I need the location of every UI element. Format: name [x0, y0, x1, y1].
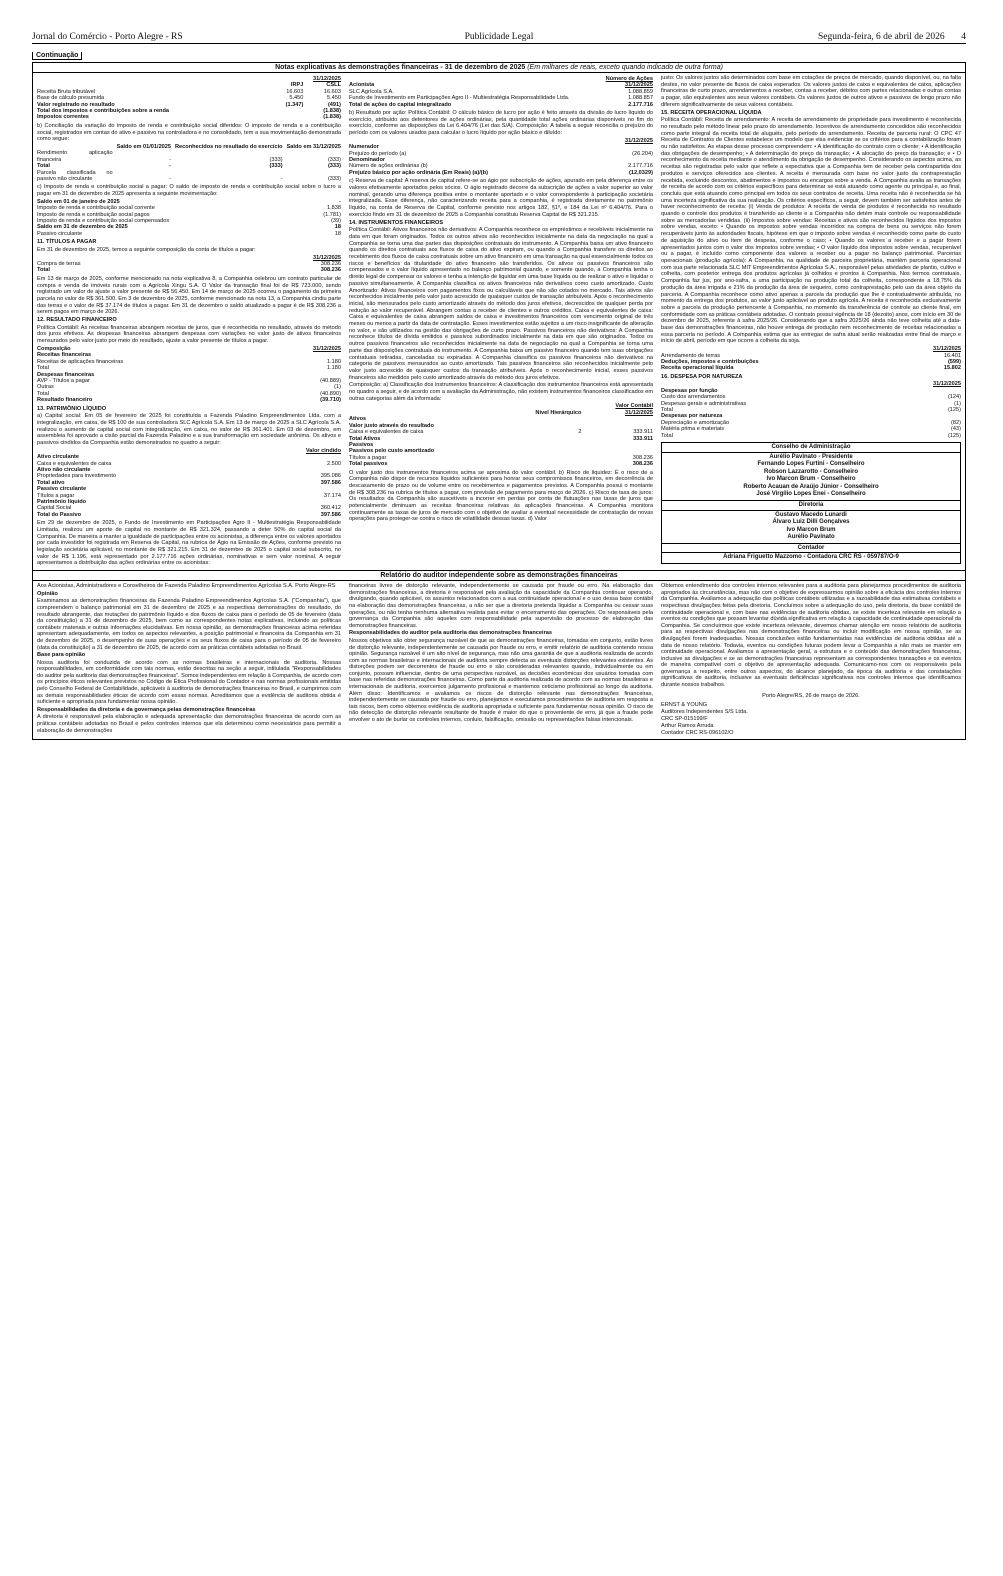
table-row: [349, 170, 653, 176]
row-value: (40.889): [320, 377, 341, 384]
board-member: Aurélio Pavinato - Presidente: [769, 453, 853, 460]
audit-firm-full: Auditores Independentes S/S Ltda.: [661, 709, 748, 716]
audit-firm-crc: CRC SP-015199/F: [661, 716, 708, 723]
row-label: Total: [37, 390, 49, 397]
row-value: (1.838): [323, 114, 341, 121]
row-label: Despesas financeiras: [37, 371, 95, 378]
row-label: Capital Social: [37, 505, 72, 512]
row-label: Total: [661, 407, 673, 414]
row-label: SLC Agrícola S.A.: [349, 88, 394, 95]
row-value: 2: [578, 429, 582, 436]
board-member: Fernando Lopes Furtini - Conselheiro: [757, 461, 865, 468]
row-value: 18: [334, 230, 341, 237]
row-label: Impostos correntes: [37, 114, 89, 121]
row-value: (82): [951, 419, 961, 426]
row-label: AVP - Títulos a pagar: [37, 377, 90, 384]
row-value: (491): [327, 101, 341, 108]
newspaper-page: [32, 32, 966, 740]
row-label: Depreciação e amortização: [661, 419, 730, 426]
row-value: (333): [327, 175, 341, 182]
row-label: Custo dos arrendamentos: [661, 394, 726, 401]
row-value: [495, 461, 581, 467]
row-value: (599): [947, 358, 961, 365]
row-label: Total ativo: [37, 479, 65, 486]
row-label: Passivo circulante: [37, 486, 87, 493]
row-value: 16.603: [323, 88, 341, 95]
row-label: Outras: [37, 384, 54, 391]
row-value: 2.177.716: [628, 101, 653, 108]
row-label: Ativos: [349, 416, 367, 423]
row-value: 360.412: [320, 505, 341, 512]
row-label: Valor justo através do resultado: [349, 422, 434, 429]
row-label: Ativo não circulante: [37, 466, 91, 473]
table-row: [37, 397, 341, 403]
row-value: 333.911: [633, 435, 653, 442]
audit-addressee: Aos Acionistas, Administradores e Conselheiros de Fazenda Paladino Empreendimentos Agrícolas S.A. Porto Alegre-RS: [37, 583, 336, 590]
table-row: [661, 433, 961, 439]
row-value: 5.450: [327, 95, 341, 102]
heading-note-13: 13. PATRIMÔNIO LÍQUIDO: [37, 405, 107, 412]
row-label: Resultado financeiro: [37, 397, 93, 404]
row-label: Total: [37, 267, 50, 274]
notes-title-text: Notas explicativas às demonstrações financeiras - 31 de dezembro de 2025: [275, 64, 526, 71]
financial-notes-frame: [32, 62, 966, 740]
row-value: 37.174: [323, 492, 341, 499]
row-value: 308.236: [632, 461, 653, 468]
row-label: Passivos pelo custo amortizado: [349, 448, 435, 455]
row-label: Total de ações do capital integralizado: [349, 101, 452, 108]
row-value: (26.204): [632, 150, 653, 157]
notes-column-3: [661, 75, 961, 568]
tax-movement-table: [37, 199, 341, 237]
row-label: Receita operacional líquida: [661, 365, 734, 372]
heading-note-12: 12. RESULTADO FINANCEIRO: [37, 317, 117, 324]
audit-basis-text: Nossa auditoria foi conduzida de acordo com as normas brasileiras e internacionais de auditoria. Nossas responsabilidades, em conformidade com tais normas, estão descritas na seção a seguir, intitulada "Responsabilidades do auditor pela auditoria das demonstrações financeiras". Somos independentes em relação à Companhia, de acordo com os princípios éticos relevantes previstos no Código de Ética Profissional do Contador e nas normas profissionais emitidas pelo Conselho Federal de Contabilidade, aplicáveis à auditoria de demonstrações financeiras no Brasil, e cumprimos com as demais responsabilidades éticas de acordo com essas normas. Acreditamos que a evidência de auditoria obtida é suficiente e apropriada para fundamentar nossa opinião.: [37, 659, 341, 706]
note-14-risks: O valor justo dos instrumentos financeiros acima se aproxima do valor contábil. b) Risco de liquidez: É o risco de a Companhia não dispor de recursos líquidos suficientes para honrar seus compromissos financeiros, em decorrência de descasamento de prazo ou de volume entre os recebimentos e pagamentos previstos. A Companhia possui o montante de R$ 308.236 na rubrica de títulos a pagar, com previsão de pagamento para março de 2026. c) Risco de taxa de juros: Os resultados da Companhia são suscetíveis a incorrer em perdas por conta de flutuações nas taxas de juros que potencialmente diminuam as receitas financeiras relativas às aplicações financeiras. A Companhia monitora continuamente as taxas de juros de mercado com o objetivo de avaliar a eventual necessidade de contratação de novas operações para proteger-se contra o risco de volatilidade dessas taxas. d) Valor: [349, 469, 653, 523]
fin-col-level: Nível Hierárquico: [535, 409, 582, 416]
row-label: Parcela classificada no passivo não circulante: [37, 169, 113, 182]
table-row: [349, 461, 653, 467]
row-label: Base de cálculo presumida: [37, 95, 105, 102]
row-label: Despesas gerais e administrativas: [661, 400, 747, 407]
t11-date: 31/12/2025: [313, 254, 341, 261]
row-label: Saldo em 01 de janeiro de 2025: [37, 198, 120, 205]
masthead: [32, 32, 966, 44]
row-label: Ativo circulante: [37, 454, 79, 461]
board-member: Ivo Marcon Brum - Conselheiro: [766, 476, 856, 483]
heading-note-11: 11. TÍTULOS A PAGAR: [37, 239, 97, 246]
director: Aurélio Pavinato: [787, 534, 835, 541]
notes-title: [33, 63, 965, 73]
row-label: Deduções, impostos e contribuições: [661, 358, 759, 365]
heading-note-14: 14. INSTRUMENTOS FINANCEIROS: [349, 219, 444, 226]
row-label: Receita Bruta tributável: [37, 88, 96, 95]
note-14-composition: Composição: a) Classificação dos instrumentos financeiros: A classificação dos instrumentos financeiros está apresentada no quadro a seguir, e de acordo com a avaliação da Administração, não existem instrumentos financeiros classificados em outras categorias além da informada:: [349, 382, 653, 402]
newspaper-name: Jornal do Comércio - Porto Alegre - RS: [32, 32, 183, 42]
row-value: 1.088.859: [628, 88, 653, 95]
audit-column-1: [37, 583, 341, 736]
row-label: Valor registrado no resultado: [37, 101, 115, 108]
audit-management-heading: Responsabilidades da diretoria e da governança pelas demonstrações financeiras: [37, 706, 256, 713]
table-row: [37, 512, 341, 518]
row-value: (12,0329): [629, 169, 653, 176]
row-label: Caixa e equivalentes de caixa: [349, 429, 424, 436]
notes-title-note: (Em milhares de reais, exceto quando indicado de outra forma): [527, 64, 723, 71]
def-col-3: Saldo em 31/12/2025: [286, 143, 341, 150]
row-value: 397.586: [320, 479, 341, 486]
note-13b-text: b) Resultado por ação: Política Contábil: O cálculo básico de lucro por ação é feito através da divisão do lucro líquido do exercício, atribuído aos detentores de ações ordinárias, pela quantidade total ações ordinárias disponíveis no fim do exercício, conforme as disposições da Lei 6.404/76 (Lei das S/A). Composição: A tabela a seguir reconcilia o prejuízo do período com os valores usados para calcular o lucro líquido por ação básico e diluído:: [349, 110, 653, 137]
note-13c-text: c) Reserva de capital: A reserva de capital refere-se ao ágio por subscrição de ações, apurado em pela diferença entre os valores efetivamente aportados pelos sócios. O ágio registrado decorre da subscrição de ações a valor superior ao valor nominal, gerando uma diferença positiva entre o montante aportado e o valor correspondente à participação societária integralizada. Esse diferença, não caracterizando receita para a companhia, é registrada diretamente no patrimônio líquido, na conta de Reserva de Capital, conforme previsto nos artigos 182, §1º, e 184 da Lei nº 6.404/76. Para o exercício findo em 31 de dezembro de 2025 a Companhia constituiu Reserva Capital de R$ 321.215.: [349, 178, 653, 218]
heading-note-15: 15. RECEITA OPERACIONAL LÍQUIDA: [661, 109, 762, 116]
def-col-1: Saldo em 01/01/2025: [116, 143, 172, 150]
row-value: 308.236: [320, 261, 341, 268]
note-10c-text: c) Imposto de renda e contribuição social a pagar: O saldo de imposto de renda e contribuição social sobre o lucro a pagar em 31 de dezembro de 2025 apresenta a seguinte movimentação:: [37, 184, 341, 198]
row-label: Compra de terras: [37, 261, 81, 268]
row-value: 1.088.857: [628, 95, 653, 102]
director: Ivo Marcon Brum: [786, 526, 836, 533]
row-label: Total: [37, 365, 49, 372]
expense-table: [661, 381, 961, 439]
director: Gustavo Macedo Lunardi: [775, 511, 847, 518]
row-value: [266, 114, 304, 120]
board-member: José Virgílio Lopes Enei - Conselheiro: [756, 491, 866, 498]
audit-signer: Arthur Ramos Arruda: [661, 722, 714, 729]
row-label: Caixa e equivalentes de caixa: [37, 460, 112, 467]
row-value: -: [280, 175, 283, 182]
audit-column-3: [661, 583, 961, 736]
note-11-intro: Em 31 de dezembro de 2025, temos a seguinte composição da conta de títulos a pagar:: [37, 246, 256, 253]
board-member: Robson Lazzarotto - Conselheiro: [763, 468, 858, 475]
audit-opinion-text: Examinamos as demonstrações financeiras da Fazenda Paladino Empreendimentos Agrícolas S.A. ("Companhia"), que compreendem o balanço patrimonial em 31 de dezembro de 2025 e as respectivas demonstrações do resultado, do resultado abrangente, das mutações do patrimônio líquido e dos fluxos de caixa para o período de 05 de fevereiro (data da constituição) a 31 de dezembro de 2025, bem como as correspondentes notas explicativas, incluindo as políticas contábeis materiais e outras informações elucidativas. Em nossa opinião, as demonstrações financeiras acima referidas apresentam adequadamente, em todos os aspectos relevantes, a posição patrimonial e financeira da Companhia em 31 de dezembro de 2025, o desempenho de suas operações e os seus fluxos de caixa para o período de 05 de fevereiro (data da constituição) a 31 de dezembro de 2025, de acordo com as práticas contábeis adotadas no Brasil.: [37, 598, 341, 651]
audit-procedures-text: Obtemos entendimento dos controles internos relevantes para a auditoria para planejarmos procedimentos de auditoria apropriados às circunstâncias, mas não com o objetivo de expressarmos opinião sobre a eficácia dos controles internos da Companhia. Avaliamos a adequação das políticas contábeis utilizadas e a razoabilidade das estimativas contábeis e respectivas divulgações feitas pela diretoria. Concluímos sobre a adequação do uso, pela diretoria, da base contábil de continuidade operacional e, com base nas evidências de auditoria obtidas, se existe incerteza relevante em relação a eventos ou condições que possam levantar dúvida significativa em relação à capacidade de continuidade operacional da Companhia. Se concluirmos que existe incerteza relevante, devemos chamar atenção em nosso relatório de auditoria para as respectivas divulgações nas demonstrações financeiras ou incluir modificação em nossa opinião, se as divulgações forem inadequadas. Nossas conclusões estão fundamentadas nas evidências de auditoria obtidas até a data de nosso relatório. Todavia, eventos ou condições futuras podem levar a Companhia a não mais se manter em continuidade operacional. Avaliamos a apresentação geral, a estrutura e o conteúdo das demonstrações financeiras, inclusive as divulgações e se as demonstrações financeiras representam as correspondentes transações e os eventos de maneira compatível com o objetivo de apresentação adequada. Comunicamo-nos com os responsáveis pela governança a respeito, entre outros aspectos, do alcance planejado, da época da auditoria e das constatações significativas de auditoria, inclusive as eventuais deficiências significativas nos controles internos que identificamos durante nossos trabalhos.: [661, 583, 961, 689]
row-label: Fundo de Investimento em Participações Agro II - Multiestratégia Responsabilidade Ltda.: [349, 95, 570, 102]
section-name: Publicidade Legal: [464, 32, 534, 42]
row-value: 308.236: [320, 267, 341, 274]
row-label: Passivo circulante: [37, 230, 83, 237]
audit-firm: ERNST & YOUNG: [661, 702, 708, 709]
financial-result-table: [37, 346, 341, 404]
row-value: -: [169, 163, 172, 170]
t15-date: 31/12/2025: [933, 346, 961, 353]
directors-list: [662, 511, 960, 543]
note-13-text-2: Em 29 de dezembro de 2025, o Fundo de Investimento em Participações Agro II - Multiestratégia Responsabilidade Limitada, realizou um aporte de capital no montante de R$ 321.324, passando a deter 50% do capital social da Companhia. De maneira a manter a igualdade de participações entre os acionistas, a diferença entre os valores aportados por cada investidor foi registrada em Reserva de Capital, na rubrica de Ágio na Emissão de Ações, conforme previsto na legislação societária aplicável, no montante de R$ 321.215. Em 31 de dezembro de 2025 o capital social subscrito, no valor de R$ 1.196, está representado por 2.177.716 ações ordinárias, nominativas e sem valor nominal. A seguir apresentamos a distribuição das ações ordinárias entre os acionistas:: [37, 520, 341, 567]
row-value: (333): [327, 156, 341, 163]
row-label: Títulos a pagar: [37, 492, 75, 499]
continuation-label: Continuação: [32, 52, 82, 60]
row-label: Total do Passivo: [37, 511, 82, 518]
accountant-name: Adriana Friguetto Mazzomo - Contadora CRC RS - 059787/O-9: [723, 554, 899, 561]
row-label: Imposto de renda e contribuição social corrente: [37, 205, 155, 212]
audit-auditor-text: Nossos objetivos são obter segurança razoável de que as demonstrações financeiras, tomadas em conjunto, estão livres de distorção relevante, independentemente se causada por fraude ou erro, e emitir relatório de auditoria contendo nossa opinião. Segurança razoável é um alto nível de segurança, mas não uma garantia de que a auditoria realizada de acordo com as normas brasileiras e internacionais de auditoria sempre detecta as eventuais distorções relevantes existentes. As distorções podem ser decorrentes de fraude ou erro e são consideradas relevantes quando, individualmente ou em conjunto, possam influenciar, dentro de uma perspectiva razoável, as decisões econômicas dos usuários tomadas com base nas referidas demonstrações financeiras. Como parte da auditoria realizada de acordo com as normas brasileiras e internacionais de auditoria, exercemos julgamento profissional e mantemos ceticismo profissional ao longo da auditoria. Além disso: Identificamos e avaliamos os riscos de distorção relevante nas demonstrações financeiras, independentemente se causada por fraude ou erro, planejamos e executamos procedimentos de auditoria em resposta a tais riscos, bem como obtemos evidência de auditoria apropriada e suficiente para fundamentar nossa opinião. O risco de não detecção de distorção relevante resultante de fraude é maior do que o proveniente de erro, já que a fraude pode envolver o ato de burlar os controles internos, conluio, falsificação, omissão ou representações falsas intencionais.: [349, 637, 653, 724]
tax-col-csll: CSLL: [326, 82, 341, 89]
row-label: Rendimento aplicação financeira: [37, 150, 113, 163]
shareholders-table: [349, 76, 653, 108]
heading-note-16: 16. DESPESA POR NATUREZA: [661, 373, 743, 380]
row-value: (124): [947, 394, 961, 401]
row-value: 15.802: [943, 365, 961, 372]
row-value: (125): [947, 407, 961, 414]
row-value: (1.347): [285, 101, 304, 108]
note-10b-text: b) Conciliação da variação do imposto de renda e contribuição social diferidos: O imposto de renda e a contribuição social, registrados em contas do ativo e passivo na controladora e no consolidado, tem a sua movimentação demonstrada como segue:: [37, 122, 341, 143]
row-value: (1): [334, 384, 341, 391]
note-14-text: Política Contábil: Ativos financeiros não derivativos: A Companhia reconhece os empréstimos e recebíveis inicialmente na data em que foram originados. Todos os outros ativos são reconhecidos inicialmente na data da negociação na qual a Companhia se torna uma das partes das disposições contratuais do instrumento. A Companhia baixa um ativo financeiro quando os direitos contratuais aos fluxos de caixa do ativo expiram, ou quando a Companhia transfere os direitos ao recebimento dos fluxos de caixa contratuais sobre um ativo financeiro em uma transação na qual essencialmente todos os riscos e benefícios da titularidade do ativo financeiro são transferidos. Os ativos ou passivos financeiros são compensados e o valor líquido apresentado no balanço patrimonial quando, e somente quando, a Companhia tenha o direito legal de compensar os valores e tenha a intenção de liquidar em uma base líquida ou de realizar o ativo e liquidar o passivo simultaneamente. A Companhia classifica os ativos financeiros não derivativos como custo amortizado. Custo Amortizado: Ativos financeiros com pagamentos fixos ou calculáveis que não são cotados no mercado. Tais ativos são reconhecidos inicialmente pelo valor justo acrescido de quaisquer custos de transação atribuíveis. Após o reconhecimento inicial, são mensurados pelo custo amortizado através do método dos juros efetivos, decrescidos de qualquer perda por redução ao valor recuperável. Abrangem contas a receber de clientes e outros créditos. Caixa e equivalentes de caixa: Caixa e equivalentes de caixa abrangem saldos de caixa e investimentos financeiros com vencimento original de três meses ou menos a partir da data de contratação. Esses investimentos estão sujeitos a um risco insignificante de alteração no valor, e são utilizados na gestão das obrigações de curto prazo. Passivos financeiros não derivativos: A Companhia reconhece títulos de dívida emitidos e passivos subordinados inicialmente na data em que são originados. Todos os outros passivos financeiros são reconhecidos inicialmente na data de negociação na qual a Companhia se torna uma parte das disposições contratuais do instrumento. A Companhia baixa um passivo financeiro quando tem suas obrigações contratuais retiradas, canceladas ou expiradas. A Companhia classifica os passivos financeiros não derivativos na categoria de passivos mensurados ao custo amortizado. Tais passivos financeiros são reconhecidos inicialmente pelo valor justo acrescido de quaisquer custos da transação atribuíveis. Após o reconhecimento inicial, esses passivos financeiros são medidos pelo custo amortizado através do método dos juros efetivos.: [349, 227, 653, 381]
titles-payable-table: [37, 255, 341, 274]
tax-table: [37, 76, 341, 121]
row-value: (1.838): [323, 108, 341, 115]
row-value: (40.890): [320, 390, 341, 397]
note-12-text: Política Contábil: As receitas financeiras abrangem receitas de juros, que é reconhecida no resultado, através do método dos juros efetivos. As despesas financeiras abrangem despesas com variações no valor justo de ativos financeiros mensurados pelo valor justo por meio do resultado, ajuste a valor presente de títulos a pagar.: [37, 324, 341, 345]
notes-column-2: [349, 75, 653, 568]
table-row: [661, 365, 961, 371]
row-label: Receitas de aplicações financeiras: [37, 358, 124, 365]
row-value: 397.586: [320, 511, 341, 518]
row-value: (1.781): [323, 211, 341, 218]
t13-header: Valor cindido: [305, 447, 341, 454]
tax-table-date: 31/12/2025: [313, 76, 341, 82]
row-value: 1.838: [327, 205, 341, 212]
row-value: 18: [334, 224, 341, 231]
table-row: [349, 102, 653, 108]
notes-columns: [33, 73, 965, 568]
row-label: Numerador: [349, 144, 379, 151]
row-label: Total: [661, 432, 673, 439]
note-13-text: a) Capital social: Em 05 de fevereiro de 2025 foi constituída a Fazenda Paladino Empreendimentos Ltda. com a integralização, em caixa, de R$ 100 de sua controladora SLC Agrícola S.A. Em 13 de março de 2025 a SLC Agrícola S.A. realizou o aumento de capital social com integralização, em caixa, no valor de R$ 361.401. Em 03 de dezembro, em assembleia foi aprovado a cisão parcial da Fazenda Paladino e a sua transformação em sociedade anônima. Os ativos e passivos cindidos da Companhia estão demonstrados no quadro a seguir:: [37, 413, 341, 447]
note-14d-text: justo: Os valores justos são determinados com base em cotações de preços de mercado, quando disponível, ou, na falta destes, no valor presente de fluxos de caixa esperados. Os valores justos de caixa e equivalentes de caixa, aplicações financeiras de curto prazo, arrendamentos a receber, contas a receber, débitos com partes relacionadas e outras contas a pagar, são equivalentes aos seus valores contábeis. Os valores justos de outros ativos e passivos de longo prazo não diferem significativamente de seus valores contábeis.: [661, 75, 961, 108]
director: Álvaro Luiz Dilli Gonçalves: [772, 519, 850, 526]
board-list: [662, 453, 960, 500]
eps-date: 31/12/2025: [625, 137, 653, 144]
page-number: 4: [961, 32, 966, 42]
note-11-text: Em 13 de março de 2025, conforme mencionado na nota explicativa 8, a Companhia celebrou um contrato particular de compra e venda de imóveis rurais com a Agrícola Xingu S.A. O Valor da transação final foi de R$ 723.000, sendo registrado um valor de ajuste a valor presente de R$ 56.450. Em 14 de março de 2025 ocorreu o pagamento da primeira parcela no valor de R$ 361.500. Em 3 de dezembro de 2025, conforme mencionado na nota 13, a Companhia cindiu parte das terras e o valor de R$ 37.174 de títulos a pagar. Em 31 de dezembro o saldo atualizado a pagar é de R$ 308.236 a serem pagos em março de 2026.: [37, 275, 341, 316]
row-label: Prejuízo do período (a): [349, 150, 407, 157]
row-value: 1.180: [327, 365, 341, 372]
row-value: (333): [269, 163, 283, 170]
row-label: Total Ativos: [349, 435, 381, 442]
audit-column-2: [349, 583, 653, 736]
board-member: Roberto Acauan de Araújo Júnior - Conselheiro: [743, 483, 879, 490]
row-label: Despesas por função: [661, 387, 718, 394]
row-label: Número de ações ordinárias (b): [349, 163, 428, 170]
audit-report: [33, 581, 965, 739]
tax-col-irpj: IRPJ: [290, 82, 304, 89]
fin-col-date: 31/12/2025: [625, 409, 653, 416]
row-label: Total: [37, 163, 50, 170]
t16-date: 31/12/2025: [933, 381, 961, 388]
row-label: Patrimônio líquido: [37, 499, 87, 506]
row-value: 16.401: [943, 352, 961, 359]
notes-column-1: [37, 75, 341, 568]
table-row: [37, 114, 341, 120]
audit-report-title: Relatório do auditor independente sobre as demonstrações financeiras: [33, 570, 965, 581]
row-value: (333): [327, 163, 341, 170]
share-col-label: Acionista: [349, 82, 375, 89]
fin-col-header: Valor Contábil: [615, 403, 653, 410]
auditor-signature: [661, 693, 961, 737]
row-label: Receitas financeiras: [37, 352, 92, 359]
row-value: 2.177.716: [628, 163, 653, 170]
row-label: Saldo em 31 de dezembro de 2025: [37, 224, 128, 231]
row-value: 16.603: [286, 88, 304, 95]
audit-basis-heading: Base para opinião: [37, 652, 86, 659]
def-col-2: Reconhecidos no resultado do exercício: [175, 143, 283, 150]
audit-auditor-heading: Responsabilidades do auditor pela auditoria das demonstrações financeiras: [349, 630, 552, 637]
row-label: Denominador: [349, 157, 386, 164]
table-row: [37, 150, 341, 163]
table-row: [37, 231, 341, 237]
row-label: Títulos a pagar: [349, 454, 387, 461]
row-label: Arrendamento de terras: [661, 352, 721, 359]
row-value: 5.450: [289, 95, 304, 102]
row-value: (1): [954, 400, 961, 407]
t12-header: Composição: [37, 345, 71, 352]
share-col-date: 31/12/2025: [625, 82, 653, 89]
row-value: (125): [947, 432, 961, 439]
audit-place-date: Porto Alegre/RS, 26 de março de 2026.: [762, 692, 860, 699]
revenue-table: [661, 346, 961, 372]
row-value: 308.236: [632, 454, 653, 461]
row-label: Total dos impostos e contribuições sobre a renda: [37, 108, 169, 115]
signatures-box: [661, 442, 961, 564]
eps-table: [349, 138, 653, 176]
row-label: Despesas por natureza: [661, 413, 723, 420]
row-value: 333.911: [633, 429, 653, 436]
row-value: (333): [269, 156, 283, 163]
instruments-table: [349, 403, 653, 467]
audit-opinion-heading: Opinião: [37, 590, 58, 597]
row-value: 1.180: [327, 358, 341, 365]
row-value: -: [169, 156, 172, 163]
note-15-text: Política Contábil: Receita de arrendamento: A receita de arrendamento de propriedade para investimento é reconhecida no resultado pelo método linear pelo prazo do arrendamento. Incentivos de arrendamento concedidos são reconhecidos como parte integral da receita total de aluguéis, pelo período do arrendamento. Receita de parceria rural: O CPC 47 Receita de Contratos de Clientes estabelece um modelo que visa evidenciar se os critérios para a contabilização foram ou não satisfeitos. As etapas desse processo compreendem: • A identificação do contrato com o cliente; • A identificação das obrigações de desempenho; • A determinação do preço da transação; • A alocação do preço da transação; e • O reconhecimento da receita mediante o atendimento da obrigação de desempenho. Considerando os aspectos acima, as receitas são registradas pelo valor que reflete a expectativa que a Companhia tem de receber pela contrapartida dos produtos e serviços oferecidos aos clientes. A receita é mensurada com base no valor justo da contraprestação recebida, excluindo descontos, abatimentos e impostos ou encargos sobre a venda. A Companhia avalia as transações de receita de acordo com os critérios específicos para determinar se está atuando como agente ou principal e, ao final, concluiu que está atuando como principal em todos os seus contratos de receita. Uma receita não é reconhecida se há uma incerteza significativa da sua realização. Os critérios específicos, a seguir, devem também ser satisfeitos antes de haver reconhecimento de receita: (i) Venda de produtos: A receita de venda de produtos é reconhecida no resultado quando o controle dos produtos é transferido ao cliente e a Companhia não detém mais controle ou responsabilidade sobre as mercadorias vendidas. (ii) Impostos sobre vendas: Receitas e ativos são reconhecidos líquidos dos impostos sobre vendas, exceto: • Quando os impostos sobre vendas incorridos na compra de bens ou serviços não forem recuperáveis junto às autoridades fiscais, hipótese em que o imposto sobre vendas é reconhecido como parte do custo de aquisição do ativo ou item de despesa, conforme o caso; • Quando os valores a receber e a pagar forem apresentados juntos com o valor dos impostos sobre vendas; • O valor líquido dos impostos sobre vendas, recuperável ou a pagar, é incluído como componente dos valores a receber ou a pagar no balanço patrimonial. Parcerias operacionais (produção agrícola): A Companhia, na qualidade de parceira proprietária, mantém parceria operacional com sua parte relacionada SLC MIT Empreendimentos Agrícolas S.A., responsável pelas atividades de plantio, cultivo e colheita, com posterior entrega dos produtos agrícolas já colhidos e prontos à Companhia. Nos termos contratuais, Companhia faz jus, por ano-safra, a uma participação na produção total da colheita, correspondente a 18,75% da produção da área irrigada e 21% da produção da área de sequeiro, como contraprestação pelo uso da área objeto da parceria. A Companhia reconhece como ativo apenas a parcela da produção que lhe é contratualmente atribuída, no momento da entrega dos produtos, ao valor justo aplicável ao produto agrícola. A receita é reconhecida exclusivamente sobre a parcela da produção pertencente à Companhia, no momento da transferência de controle ao cliente final, em conformidade com as práticas contábeis adotadas. O contrato possui vigência de 18 (dezoito) anos, com início em 30 de dezembro de 2025, referente à safra 2025/26. Considerando que a safra 2025/26 ainda não teve colheita até a data-base das demonstrações financeiras, não houve entrega de produção nem reconhecimento de receitas relacionadas a essa parceria no período. A Companhia estima que as entregas de safra atual serão realizadas entre final de março e início de abril, período em que ocorre a colheita da soja.: [661, 117, 961, 345]
deferred-tax-table: [37, 144, 341, 182]
accountant-title: Contador: [662, 543, 960, 554]
row-value: (39.710): [320, 397, 341, 404]
row-value: 2.500: [327, 460, 341, 467]
audit-going-concern-text: financeiras livres de distorção relevante, independentemente se causada por fraude ou erro. Na elaboração das demonstrações financeiras, a diretoria é responsável pela avaliação da capacidade da Companhia continuar operando, divulgando, quando aplicável, os assuntos relacionados com a sua continuidade operacional e o uso dessa base contábil na elaboração das demonstrações financeiras, a não ser que a diretoria pretenda liquidar a Companhia ou cessar suas operações, ou não tenha nenhuma alternativa realista para evitar o encerramento das operações. Os responsáveis pela governança da Companhia são aqueles com responsabilidade pela supervisão do processo de elaboração das demonstrações financeiras.: [349, 583, 653, 629]
spin-off-table: [37, 448, 341, 518]
row-value: (43): [951, 426, 961, 433]
row-label: Matéria prima e materiais: [661, 426, 725, 433]
row-label: Imposto de renda e contribuição social compensados: [37, 218, 170, 225]
audit-signer-crc: Contador CRC RS-096102/O: [661, 729, 734, 736]
audit-management-text: A diretoria é responsável pela elaboração e adequada apresentação das demonstrações financeiras de acordo com as práticas contábeis adotadas no Brasil e pelos controles internos que ela determinou como necessários para permitir a elaboração de demonstrações: [37, 714, 341, 734]
directors-title: Diretoria: [662, 500, 960, 511]
board-title: Conselho de Administração: [662, 443, 960, 453]
row-label: Total passivos: [349, 461, 388, 468]
row-label: Prejuízo básico por ação ordinária (Em Reais) (a)/(b): [349, 169, 488, 176]
t12-date: 31/12/2025: [313, 345, 341, 352]
row-value: 395.086: [320, 473, 341, 480]
table-row: [37, 267, 341, 273]
issue-date-text: Segunda-feira, 6 de abril de 2026: [818, 32, 945, 42]
row-value: (39): [331, 218, 341, 225]
share-col-header: Número de Ações: [605, 76, 653, 82]
row-value: -: [339, 198, 341, 205]
row-label: Imposto de renda e contribuição social pagos: [37, 211, 150, 218]
row-label: Propriedades para investimento: [37, 473, 116, 480]
row-label: Passivos: [349, 441, 374, 448]
row-value: -: [169, 175, 172, 182]
table-row: [37, 170, 341, 183]
